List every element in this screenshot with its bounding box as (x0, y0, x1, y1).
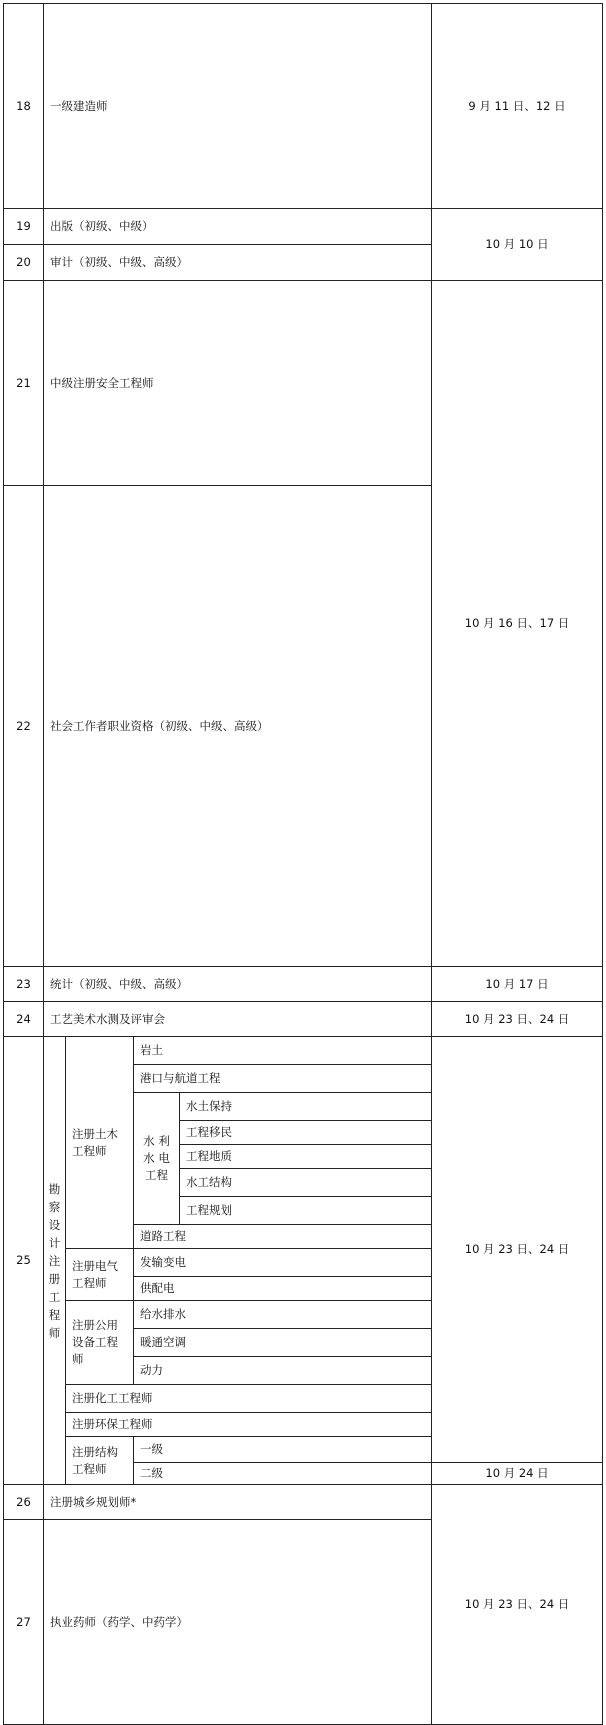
structure-engineer-label: 注册结构工程师 (66, 1437, 134, 1485)
chemical-engineer: 注册化工工程师 (66, 1385, 432, 1413)
water-item: 工程移民 (180, 1121, 432, 1145)
table-row (4, 281, 603, 486)
water-item: 工程地质 (180, 1145, 432, 1169)
exam-date: 10 月 23 日、24 日 (432, 1485, 603, 1725)
utility-item: 动力 (134, 1357, 432, 1385)
table-row (4, 4, 603, 209)
exam-date: 10 月 10 日 (432, 209, 603, 281)
exam-date: 10 月 16 日、17 日 (432, 281, 603, 967)
exam-date: 10 月 17 日 (432, 967, 603, 1002)
row-number: 27 (4, 1520, 44, 1725)
water-item: 水工结构 (180, 1169, 432, 1197)
row-number: 21 (4, 281, 44, 486)
exam-name: 一级建造师 (44, 4, 432, 209)
row-number: 20 (4, 245, 44, 281)
utility-item: 暖通空调 (134, 1329, 432, 1357)
row-number: 18 (4, 4, 44, 209)
specialty-geotech: 岩土 (134, 1037, 432, 1065)
table-row (4, 1002, 603, 1037)
utility-engineer-label: 注册公用设备工程师 (66, 1301, 134, 1385)
exam-name: 统计（初级、中级、高级） (44, 967, 432, 1002)
group-label: 勘察设计注册工程师 (44, 1037, 66, 1485)
exam-name: 工艺美术水测及评审会 (44, 1002, 432, 1037)
exam-name: 注册城乡规划师* (44, 1485, 432, 1520)
exam-schedule-table (3, 3, 603, 1725)
table-row (4, 967, 603, 1002)
structure-level: 二级 (134, 1463, 432, 1485)
environment-engineer: 注册环保工程师 (66, 1413, 432, 1437)
exam-date: 10 月 24 日 (432, 1463, 603, 1485)
exam-date: 9 月 11 日、12 日 (432, 4, 603, 209)
electric-item: 发输变电 (134, 1249, 432, 1277)
electric-item: 供配电 (134, 1277, 432, 1301)
structure-level: 一级 (134, 1437, 432, 1463)
exam-name: 执业药师（药学、中药学） (44, 1520, 432, 1725)
electric-engineer-label: 注册电气工程师 (66, 1249, 134, 1301)
row-number: 24 (4, 1002, 44, 1037)
exam-name: 中级注册安全工程师 (44, 281, 432, 486)
row-number: 22 (4, 486, 44, 967)
row-number: 23 (4, 967, 44, 1002)
table-row (4, 1037, 603, 1065)
row-number: 25 (4, 1037, 44, 1485)
exam-date: 10 月 23 日、24 日 (432, 1037, 603, 1463)
table-row (4, 1485, 603, 1520)
water-item: 水土保持 (180, 1093, 432, 1121)
exam-name: 审计（初级、中级、高级） (44, 245, 432, 281)
specialty-road: 道路工程 (134, 1225, 432, 1249)
water-item: 工程规划 (180, 1197, 432, 1225)
exam-name: 社会工作者职业资格（初级、中级、高级） (44, 486, 432, 967)
table-row (4, 209, 603, 245)
row-number: 19 (4, 209, 44, 245)
utility-item: 给水排水 (134, 1301, 432, 1329)
row-number: 26 (4, 1485, 44, 1520)
exam-date: 10 月 23 日、24 日 (432, 1002, 603, 1037)
water-conservancy-label: 水 利 水 电 工程 (134, 1093, 180, 1225)
exam-name: 出版（初级、中级） (44, 209, 432, 245)
specialty-port: 港口与航道工程 (134, 1065, 432, 1093)
civil-engineer-label: 注册土木工程师 (66, 1037, 134, 1249)
